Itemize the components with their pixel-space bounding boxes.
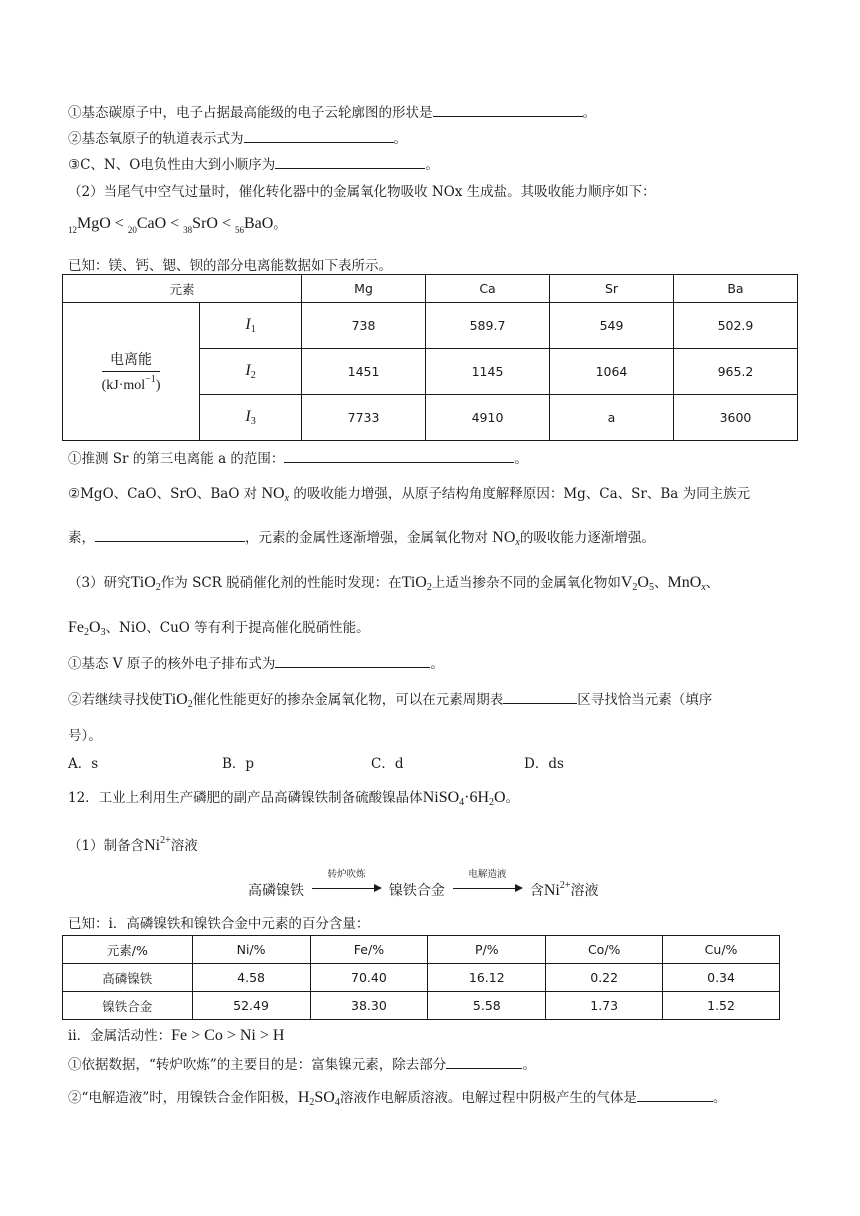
- header-cell: Mg: [302, 275, 426, 303]
- table-cell: 38.30: [310, 992, 428, 1020]
- q3-item2-line1: ②若继续寻找使TiO$_2$催化性能更好的掺杂金属氧化物，可以在元素周期表 区寻找恰当元素（填序: [68, 691, 713, 710]
- answer-blank[interactable]: [503, 689, 577, 704]
- composition-table: [62, 935, 780, 1020]
- table-cell: 549: [550, 303, 674, 349]
- table-cell: a: [550, 395, 674, 441]
- table-cell: 52.49: [192, 992, 310, 1020]
- row-label-ionization-energy: $\frac{\text{电离能}}{(kJ\cdot mol^{-1})}$: [63, 303, 200, 441]
- answer-blank[interactable]: [446, 1054, 522, 1069]
- q12-item1: ①依据数据，“转炉吹炼”的主要目的是：富集镍元素，除去部分 。: [68, 1053, 536, 1073]
- q2-item1: ①推测 Sr 的第三电离能 a 的范围： 。: [68, 447, 528, 467]
- answer-blank[interactable]: [433, 102, 583, 117]
- q12-item2: ②“电解造液”时，用镍铁合金作阳极，$H_2SO_4$溶液作电解质溶液。电解过程中阴极产生的气体是 。: [68, 1089, 727, 1108]
- answer-blank[interactable]: [637, 1087, 713, 1102]
- header-cell: Ni/%: [192, 936, 310, 964]
- table-cell: 镍铁合金: [63, 992, 193, 1020]
- q2-intro: （2）当尾气中空气过量时，催化转化器中的金属氧化物吸收 NOx 生成盐。其吸收能力顺序如下：: [68, 184, 656, 200]
- arrow-right-icon: [374, 884, 382, 892]
- q12-known2: ⅱ．金属活动性：Fe > Co > Ni > H: [68, 1027, 285, 1044]
- table-row: [63, 992, 780, 1020]
- table-row: [63, 303, 798, 349]
- q12-stem: 12．工业上利用生产磷肥的副产品高磷镍铁制备硫酸镍晶体$NiSO_4\cdot 6H_2O$。: [68, 789, 520, 808]
- arrow-right-icon: [515, 884, 523, 892]
- table-row: [63, 964, 780, 992]
- answer-blank[interactable]: [275, 154, 425, 169]
- answer-blank[interactable]: [284, 448, 514, 463]
- q1-item3: ③C、N、O电负性由大到小顺序为 。: [68, 153, 439, 173]
- table-cell: 7733: [302, 395, 426, 441]
- header-cell: 元素/%: [63, 936, 193, 964]
- answer-blank[interactable]: [95, 527, 245, 542]
- header-cell: 元素: [63, 275, 302, 303]
- table-cell: 1.73: [546, 992, 663, 1020]
- ionization-symbol: $I_2$: [200, 349, 302, 395]
- header-cell: Ca: [426, 275, 550, 303]
- q3-item2-line2: 号）。: [68, 728, 102, 744]
- table-cell: 738: [302, 303, 426, 349]
- table-cell: 高磷镍铁: [63, 964, 193, 992]
- answer-blank[interactable]: [244, 128, 394, 143]
- table-cell: 5.58: [428, 992, 546, 1020]
- process-flow: 高磷镍铁 转炉吹炼 镍铁合金 电解造液 含$Ni^{2+}$溶液: [248, 869, 599, 899]
- table-cell: 1064: [550, 349, 674, 395]
- table-header-row: [63, 936, 780, 964]
- table-cell: 1.52: [663, 992, 780, 1020]
- choice-a[interactable]: A．s: [68, 756, 99, 772]
- choice-c[interactable]: C．d: [371, 756, 404, 772]
- q3-item1: ①基态 V 原子的核外电子排布式为 。: [68, 652, 444, 672]
- choice-b[interactable]: B．p: [222, 756, 255, 772]
- ionization-energy-table: [62, 274, 798, 441]
- header-cell: Sr: [550, 275, 674, 303]
- q12-sub1: （1）制备含$Ni^{2+}$溶液: [68, 835, 198, 854]
- q2-item2-line1: ②MgO、CaO、SrO、BaO 对 $NO_x$ 的吸收能力增强，从原子结构角度解释原因：Mg、Ca、Sr、Ba 为同主族元: [68, 485, 751, 504]
- table-header-row: [63, 275, 798, 303]
- q12-known1: 已知：ⅰ．高磷镍铁和镍铁合金中元素的百分含量：: [68, 916, 370, 932]
- q2-item2-line2: 素， ，元素的金属性逐渐增强，金属氧化物对 $NO_x$的吸收能力逐渐增强。: [68, 529, 655, 548]
- arrow-step1: 转炉吹炼: [310, 878, 382, 892]
- header-cell: Ba: [673, 275, 797, 303]
- header-cell: Fe/%: [310, 936, 428, 964]
- ionization-symbol: $I_3$: [200, 395, 302, 441]
- arrow-step2: 电解造液: [451, 878, 523, 892]
- q3-intro-line2: $Fe_2O_3$、NiO、CuO 等有利于提高催化脱硝性能。: [68, 619, 370, 638]
- table-cell: 16.12: [428, 964, 546, 992]
- header-cell: Cu/%: [663, 936, 780, 964]
- header-cell: Co/%: [546, 936, 663, 964]
- q1-item1: ①基态碳原子中，电子占据最高能级的电子云轮廓图的形状是 。: [68, 101, 596, 121]
- header-cell: P/%: [428, 936, 546, 964]
- q1-item2: ②基态氧原子的轨道表示式为 。: [68, 127, 407, 147]
- table-cell: 589.7: [426, 303, 550, 349]
- table-cell: 502.9: [673, 303, 797, 349]
- table-cell: 0.34: [663, 964, 780, 992]
- table-cell: 0.22: [546, 964, 663, 992]
- table-cell: 1451: [302, 349, 426, 395]
- table-cell: 70.40: [310, 964, 428, 992]
- choice-d[interactable]: D．ds: [524, 756, 564, 772]
- q2-order-formula: $_{12}$MgO < $_{20}$CaO < $_{38}$SrO < $_{56}$BaO。: [68, 215, 287, 235]
- table-cell: 1145: [426, 349, 550, 395]
- table-cell: 4.58: [192, 964, 310, 992]
- table-cell: 4910: [426, 395, 550, 441]
- table-cell: 3600: [673, 395, 797, 441]
- table-cell: 965.2: [673, 349, 797, 395]
- answer-blank[interactable]: [275, 653, 430, 668]
- q3-intro-line1: （3）研究TiO$_2$作为 SCR 脱硝催化剂的性能时发现：在TiO$_2$上适当掺杂不同的金属氧化物如$V_2O_5$、MnO$_x$、: [68, 574, 720, 593]
- q2-known: 已知：镁、钙、锶、钡的部分电离能数据如下表所示。: [68, 258, 392, 274]
- ionization-symbol: $I_1$: [200, 303, 302, 349]
